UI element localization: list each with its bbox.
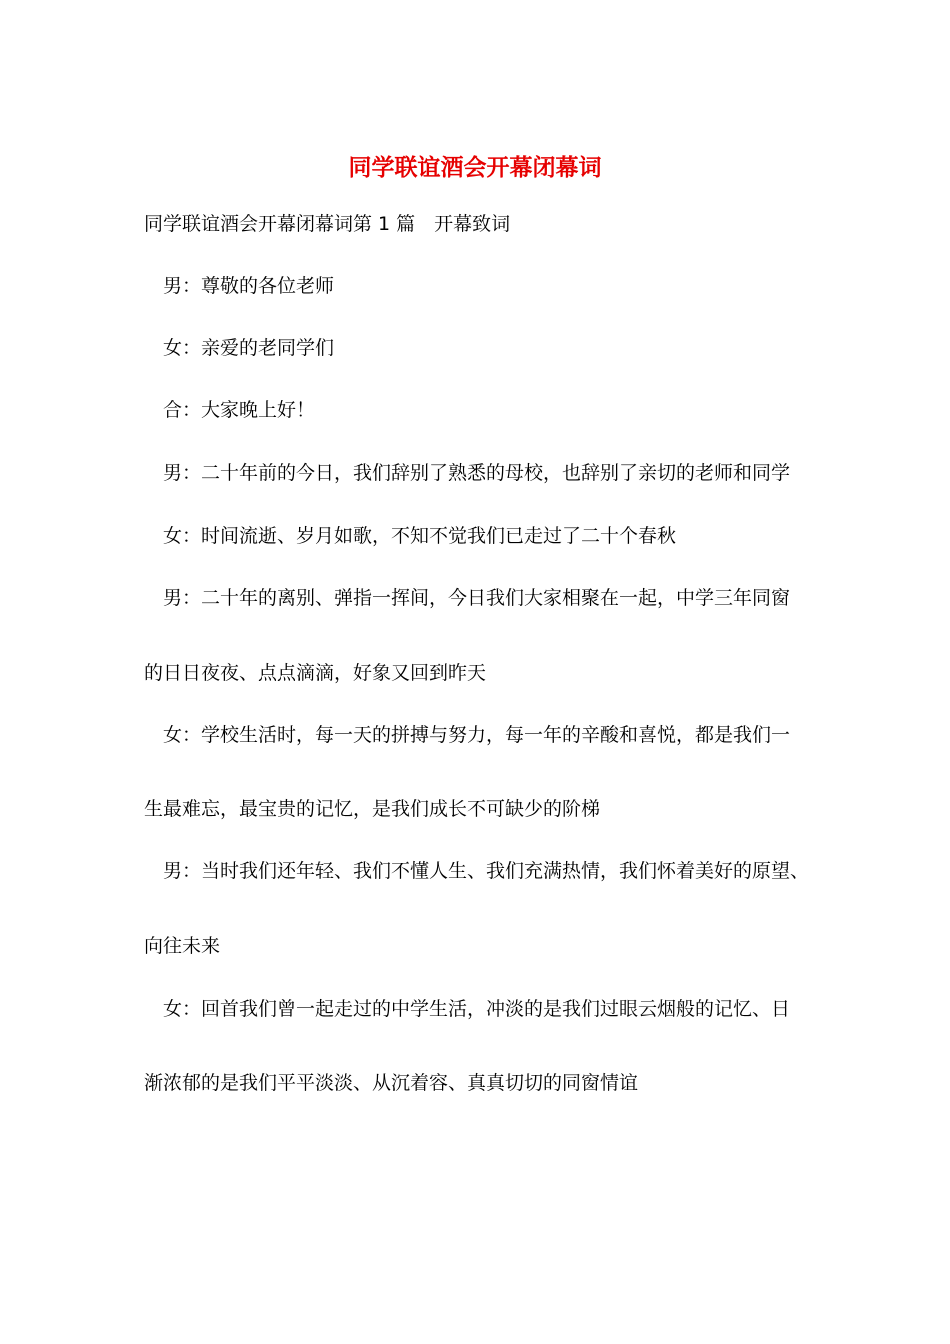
- paragraph-line: 女：学校生活时，每一天的拼搏与努力，每一年的辛酸和喜悦，都是我们一: [163, 724, 791, 746]
- section-heading: 同学联谊酒会开幕闭幕词第 1 篇 开幕致词: [144, 213, 511, 235]
- paragraph-continuation: 的日日夜夜、点点滴滴，好象又回到昨天: [144, 662, 487, 684]
- paragraph-line: 女：时间流逝、岁月如歌，不知不觉我们已走过了二十个春秋: [163, 525, 677, 547]
- paragraph-continuation: 渐浓郁的是我们平平淡淡、从沉着容、真真切切的同窗情谊: [144, 1072, 639, 1094]
- paragraph-line: 男：当时我们还年轻、我们不懂人生、我们充满热情，我们怀着美好的原望、: [163, 860, 810, 882]
- paragraph-line: 女：亲爱的老同学们: [163, 337, 335, 359]
- paragraph-line: 女：回首我们曾一起走过的中学生活，冲淡的是我们过眼云烟般的记忆、日: [163, 998, 791, 1020]
- paragraph-continuation: 向往未来: [144, 935, 221, 957]
- paragraph-line: 男：二十年的离别、弹指一挥间，今日我们大家相聚在一起，中学三年同窗: [163, 587, 791, 609]
- paragraph-line: 男：二十年前的今日，我们辞别了熟悉的母校，也辞别了亲切的老师和同学: [163, 462, 791, 484]
- paragraph-line: 合：大家晚上好！: [163, 399, 316, 421]
- paragraph-continuation: 生最难忘，最宝贵的记忆，是我们成长不可缺少的阶梯: [144, 798, 601, 820]
- paragraph-line: 男：尊敬的各位老师: [163, 275, 335, 297]
- document-title: 同学联谊酒会开幕闭幕词: [348, 154, 602, 181]
